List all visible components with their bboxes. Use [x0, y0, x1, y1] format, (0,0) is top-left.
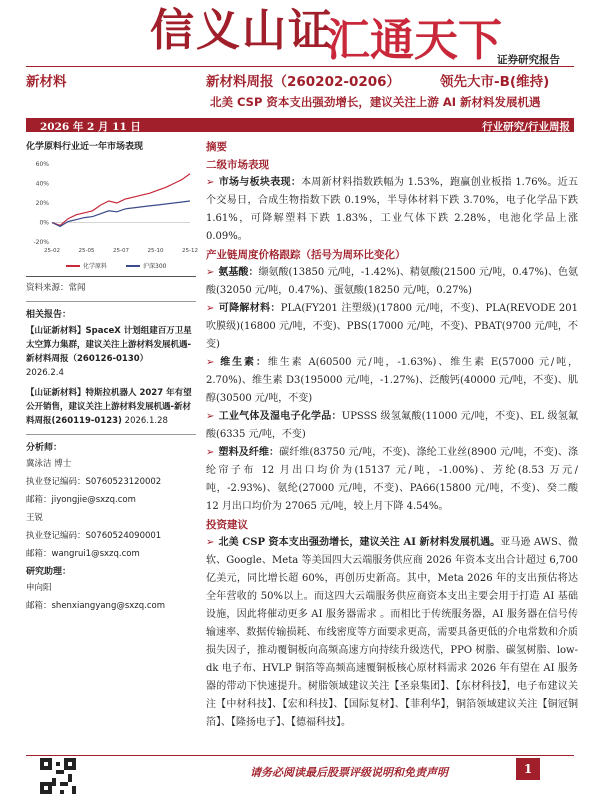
section-investment: 投资建议	[206, 519, 248, 531]
analyst-email[interactable]: 邮箱：wangrui1@sxzq.com	[26, 549, 140, 559]
x-tick-label: 25-12	[182, 248, 198, 254]
vitamin-paragraph: ➢ 维生素：维生素 A(60500 元/吨，-1.63%)、维生素 E(57000 元/吨，2.70%)、维生素 D3(195000 元/吨，-1.27%)、泛酸钙(40000 元/吨，不变)、肌醇(30500 元/吨，不变)	[206, 357, 579, 404]
amino-acid-paragraph: ➢ 氨基酸：缬氨酸(13850 元/吨，-1.42%)、精氨酸(21500 元/吨，0.47%)、色氨酸(32050 元/吨，0.47%)、蛋氨酸(18250 元/吨，0.27%)	[206, 267, 578, 296]
legend-label: 沪深300	[143, 263, 167, 270]
x-tick-label: 25-02	[44, 248, 60, 254]
y-tick-label: -20%	[33, 239, 49, 246]
abstract-heading: 摘要	[206, 141, 227, 153]
analyst-name: 冀泳洁 博士	[26, 459, 72, 469]
sidebar-divider	[26, 301, 196, 302]
arrow-icon: ➢	[206, 303, 215, 314]
sidebar-divider	[26, 434, 196, 435]
y-tick-label: 0%	[39, 219, 49, 227]
section-market: 二级市场表现	[206, 159, 269, 171]
market-paragraph: ➢ 市场与板块表现：本周新材料指数跌幅为 1.53%，跑赢创业板指 1.76%。近五个交易日，合成生物指数下跌 0.19%，半导体材料下跌 3.70%，电子化学品下跌 1.61%，可降解塑料下跌 1.83%，工业气体下跌 2.28%，电池化学品上涨 0.09%。	[206, 177, 578, 242]
assistant-heading: 研究助理：	[26, 567, 72, 577]
y-tick-label: 60%	[35, 161, 49, 168]
market-performance-chart	[26, 158, 196, 277]
gas-chem-paragraph: ➢ 工业气体及湿电子化学品：UPSSS 级氢氟酸(11000 元/吨，不变)、EL 级氢氟酸(6335 元/吨，不变)	[206, 411, 578, 440]
arrow-icon: ➢	[206, 447, 215, 458]
legend-label: 化学原料	[83, 263, 108, 270]
sector-label: 新材料	[26, 74, 67, 90]
sidebar	[26, 138, 196, 617]
assistant-name: 申向阳	[26, 583, 52, 593]
chart-svg	[26, 158, 196, 276]
related-tag: 【山证新材料】	[26, 388, 86, 398]
header-divider	[26, 66, 574, 67]
arrow-icon: ➢	[206, 357, 215, 368]
series-line-1	[52, 174, 190, 226]
qr-code-icon	[40, 758, 76, 794]
plastic-fiber-paragraph: ➢ 塑料及纤维：碳纤维(83750 元/吨，不变)、涤纶工业丝(8900 元/吨，不变)、涤纶帘子布 12 月出口均价为(15137 元/吨，-1.00%)、芳纶(8.53 万元/吨，-2.93%)、氨纶(27000 元/吨，不变)、PA66(15800 元/吨，不变)、癸二酸 12 月出口均价为 27065 元/吨，较上月下降 4.54%。	[206, 447, 579, 512]
related-report-1[interactable]	[26, 324, 196, 380]
degradable-paragraph: ➢ 可降解材料：PLA(FY201 注塑级)(17800 元/吨，不变)、PLA(REVODE 201 吹膜级)(16800 元/吨，不变)、PBS(17000 元/吨，不变)、PBAT(9700 元/吨，不变)	[206, 303, 579, 350]
y-tick-label: 40%	[35, 180, 49, 188]
report-date: 2026 年 2 月 11 日	[40, 121, 141, 133]
x-tick-label: 25-10	[147, 248, 164, 254]
chart-title: 化学原料行业近一年市场表现	[26, 142, 144, 152]
company-slogan-text: 汇通天下	[326, 15, 502, 66]
arrow-icon: ➢	[206, 537, 215, 548]
y-tick-label: 20%	[35, 200, 49, 207]
report-category: 行业研究/行业周报	[482, 121, 570, 133]
page-number: 1	[516, 758, 540, 780]
analyst-heading: 分析师：	[26, 443, 63, 453]
rating-label: 领先大市-B(维持)	[440, 74, 550, 90]
related-date: 2026.2.4	[26, 368, 64, 378]
company-logo-text: 信义山证	[150, 5, 334, 56]
analyst-name: 王锐	[26, 513, 44, 523]
report-type: 证券研究报告	[497, 54, 560, 66]
analyst-license: 执业登记编码：S0760524090001	[26, 531, 162, 541]
analyst-email[interactable]: 邮箱：jiyongjie@sxzq.com	[26, 495, 136, 505]
assistant-email[interactable]: 邮箱：shenxiangyang@sxzq.com	[26, 601, 166, 611]
arrow-icon: ➢	[206, 177, 215, 188]
x-tick-label: 25-07	[113, 248, 129, 254]
report-title: 新材料周报（260202-0206）	[206, 74, 401, 90]
section-price-tracking: 产业链周度价格跟踪（括号为周环比变化）	[206, 249, 406, 261]
investment-paragraph: ➢ 北美 CSP 资本支出强劲增长，建议关注 AI 新材料发展机遇。亚马逊 AWS、微软、Google、Meta 等美国四大云端服务供应商 2026 年资本支出合计超过 6,700 亿美元，同比增长超 60%，再创历史新高。其中，Meta 2026 年的支出预估将达全年营收的 50%以上。而这四大云端服务供应商资本支出主要会用于打造 AI 基础设施，因此将催动更多 AI 服务器需求 。而相比于传统服务器，AI 服务器在信号传输速率、数据传输损耗、布线密度等方面要求更高，需要具备更低的介电常数和介质损失因子，推动覆铜板向高频高速方向持续升级迭代，PPO 树脂、碳氢树脂、low-dk 电子布、HVLP 铜箔等高频高速覆铜板核心原材料需求 2026 年有望在 AI 服务器的带动下快速提升。树脂领域建议关注【圣泉集团】、【东材科技】，电子布建议关注【中材科技】、【宏和科技】、【国际复材】、【菲利华】，铜箔领域建议关注【铜冠铜箔】、【隆扬电子】、【德福科技】。	[206, 537, 579, 728]
related-date: 2026.1.28	[124, 416, 168, 426]
disclaimer-text: 请务必阅读最后股票评级说明和免责声明	[250, 766, 448, 779]
report-subtitle: 北美 CSP 资本支出强劲增长，建议关注上游 AI 新材料发展机遇	[210, 95, 541, 109]
arrow-icon: ➢	[206, 411, 215, 422]
main-content	[206, 138, 578, 732]
related-report-2[interactable]	[26, 386, 196, 428]
related-tag: 【山证新材料】	[26, 326, 86, 336]
footer-divider	[26, 755, 574, 756]
related-heading: 相关报告：	[26, 310, 72, 320]
related-text: 特斯拉机器人 2027 年有望公开销售，建议关注上游材料发展机遇-新材料周报(260119-0123)	[26, 388, 192, 426]
arrow-icon: ➢	[206, 267, 215, 278]
chart-source: 资料来源：常闻	[26, 283, 86, 293]
x-tick-label: 25-05	[78, 248, 95, 254]
related-text: SpaceX 计划组建百万卫星太空算力集群，建议关注上游材料发展机遇-新材料周报（260126-0130）	[26, 326, 192, 364]
analyst-license: 执业登记编码：S0760523120002	[26, 477, 162, 487]
